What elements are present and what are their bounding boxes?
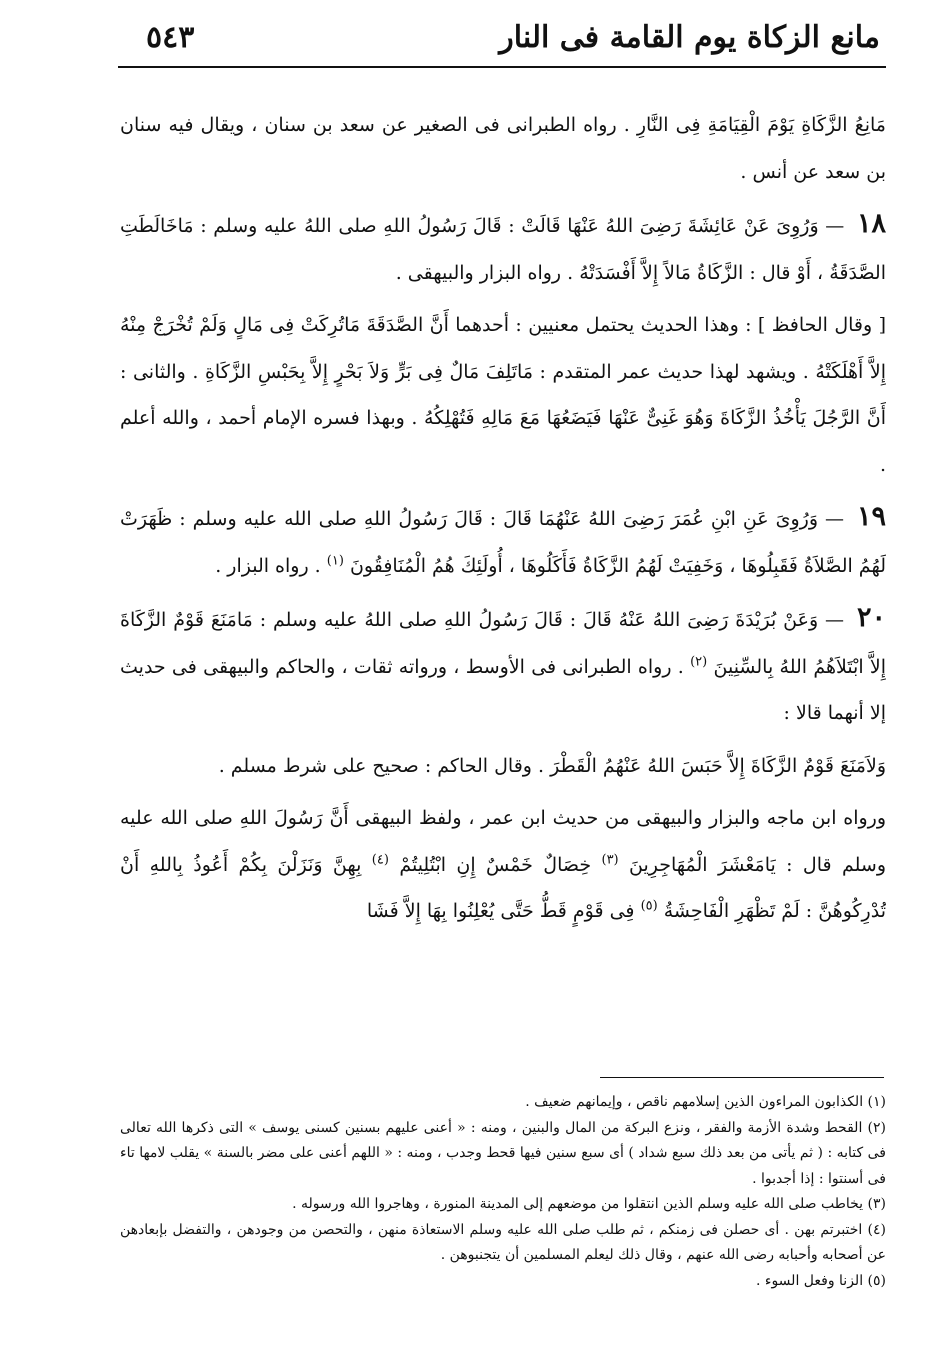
hadith-20 (120, 595, 886, 737)
footnote-rule (600, 1077, 884, 1078)
paragraph-tail: . رواه البزار . (215, 554, 321, 577)
running-title: مانع الزكاة يوم القامة فى النار (499, 20, 880, 55)
hadith-18 (120, 201, 886, 296)
footnote: (٢) القحط وشدة الأزمة والفقر ، ونزع البركة من المال والبنين ، ومنه : « أعنى عليهم بسنين كسنى يوسف » التى ذكرها الله تعالى فى كتابه : ( ثم يأتى من بعد ذلك سبع شداد ) أى سبع سنين فيها قحط وجدب ، ومنه : « اللهم أعنى على مضر بالسنة » يقلب لامها تاء فى أسنتوا : إذا أجدبوا . (120, 1119, 886, 1187)
page-header (118, 18, 880, 58)
paragraph-text: ورواه ابن ماجه والبزار والبيهقى من حديث ابن عمر ، ولفظ البيهقى أَنَّ رَسُولَ اللهِ صلى الله عليه وسلم قال : يَامَعْشَرَ الْمُهَاجِرِينَ (120, 807, 886, 876)
footnote: (١) الكذابون المراءون الذين إسلامهم ناقص ، وإيمانهم ضعيف . (525, 1094, 886, 1110)
hadith-number: ١٩ (856, 501, 886, 532)
paragraph (120, 743, 886, 790)
header-rule (118, 66, 886, 68)
paragraph-text: — وَرُوِىَ عَنْ عَائِشَةَ رَضِىَ اللهُ عَنْهَا قَالَتْ : قَالَ رَسُولُ اللهِ صلى اللهُ عليه وسلم : مَاخَالَطَتِ الصَّدَقَةُ ، أَوْ قال : الزَّكَاةُ مَالاً إِلاَّ أَفْسَدَتْهُ . رواه البزار والبيهقى . (120, 215, 886, 284)
footnote-reference[interactable]: (٥) (640, 898, 658, 914)
footnote: (٤) اختبرتم بهن . أى حصلن فى زمنكم ، ثم طلب صلى الله عليه وسلم الاستعاذة منهن ، والتحصن من وجودهن ، والتفضل بإبعادهن عن أصحابه وأحبابه رضى الله عنهم ، وقال ذلك ليعلم المسلمين أن يتجنبوهن . (120, 1221, 886, 1263)
footnote: (٣) يخاطب صلى الله عليه وسلم الذين انتقلوا من موضعهم إلى المدينة المنورة ، وهاجروا الله ورسوله . (292, 1196, 886, 1212)
paragraph-tail: خِصَالٌ خَمْسٌ إِنِ ابْتُلِيتُمْ (399, 853, 592, 876)
footnote-reference[interactable]: (٢) (690, 654, 708, 670)
paragraph (120, 302, 886, 488)
paragraph-tail: بِهِنَّ وَنَزَلْنَ بِكُمْ أَعُوذُ بِاللهِ أَنْ تُدْرِكُوهُنَّ : لَمْ تَظْهَرِ الْفَاحِشَةُ (120, 853, 886, 922)
paragraph-text: — وَعَنْ بُرَيْدَةَ رَضِىَ اللهُ عَنْهُ قَالَ : قَالَ رَسُولُ اللهِ صلى اللهُ عليه وسلم : مَامَنَعَ قَوْمٌ الزَّكَاةَ إِلاَّ ابْتَلاَهُمُ اللهُ بِالسِّنِينَ (120, 609, 886, 678)
paragraph-text: مَانِعُ الزَّكَاةِ يَوْمَ الْقِيَامَةِ فِى النَّارِ . رواه الطبرانى فى الصغير عن سعد بن سنان ، ويقال فيه سنان بن سعد عن أنس . (120, 114, 886, 183)
footnote-reference[interactable]: (٤) (371, 852, 389, 868)
footnotes (120, 1090, 886, 1350)
footnote-reference[interactable]: (٣) (601, 852, 619, 868)
paragraph-tail: . رواه الطبرانى فى الأوسط ، ورواته ثقات ، والحاكم والبيهقى فى حديث إلا أنهما قالا : (120, 655, 886, 724)
paragraph (120, 102, 886, 195)
paragraph-text: [ وقال الحافظ ] : وهذا الحديث يحتمل معنيين : أحدهما أَنَّ الصَّدَقَةَ مَاتُرِكَتْ فِى مَالٍ وَلَمْ تُخْرَجْ مِنْهُ إِلاَّ أَهْلَكَتْهُ . ويشهد لهذا حديث عمر المتقدم : مَاتَلِفَ مَالٌ فِى بَرٍّ وَلاَ بَحْرٍ إِلاَّ بِحَبْسِ الزَّكَاةِ . والثانى : أَنَّ الرَّجُلَ يَأْخُذُ الزَّكَاةَ وَهُوَ غَنِىٌّ عَنْهَا فَيَضَعُهَا مَعَ مَالِهِ فَتُهْلِكُهُ . وبهذا فسره الإمام أحمد ، والله أعلم . (120, 314, 886, 476)
paragraph-text: — وَرُوِىَ عَنِ ابْنِ عُمَرَ رَضِىَ اللهُ عَنْهُمَا قَالَ : قَالَ رَسُولُ اللهِ صلى الله عليه وسلم : ظَهَرَتْ لَهُمُ الصَّلاَةُ فَقَبِلُوهَا ، وَخَفِيَتْ لَهُمُ الزَّكَاةُ فَأَكَلُوهَا ، أُولَئِكَ هُمُ الْمُنَافِقُونَ (120, 508, 886, 577)
hadith-number: ١٨ (856, 208, 886, 239)
paragraph (120, 795, 886, 935)
paragraph-tail: فِى قَوْمٍ قَطُّ حَتَّى يُعْلِنُوا بِهَا إِلاَّ فَشَا (366, 900, 635, 922)
footnote-reference[interactable]: (١) (326, 553, 344, 569)
paragraph-text: وَلاَمَنَعَ قَوْمٌ الزَّكَاةَ إِلاَّ حَبَسَ اللهُ عَنْهُمُ الْقَطْرَ . وقال الحاكم : صحيح على شرط مسلم . (218, 754, 886, 777)
footnote: (٥) الزنا وفعل السوء . (755, 1272, 886, 1289)
hadith-19 (120, 494, 886, 589)
page-number: ٥٤٣ (146, 20, 195, 55)
main-text (120, 102, 886, 1062)
hadith-number: ٢٠ (856, 602, 886, 633)
